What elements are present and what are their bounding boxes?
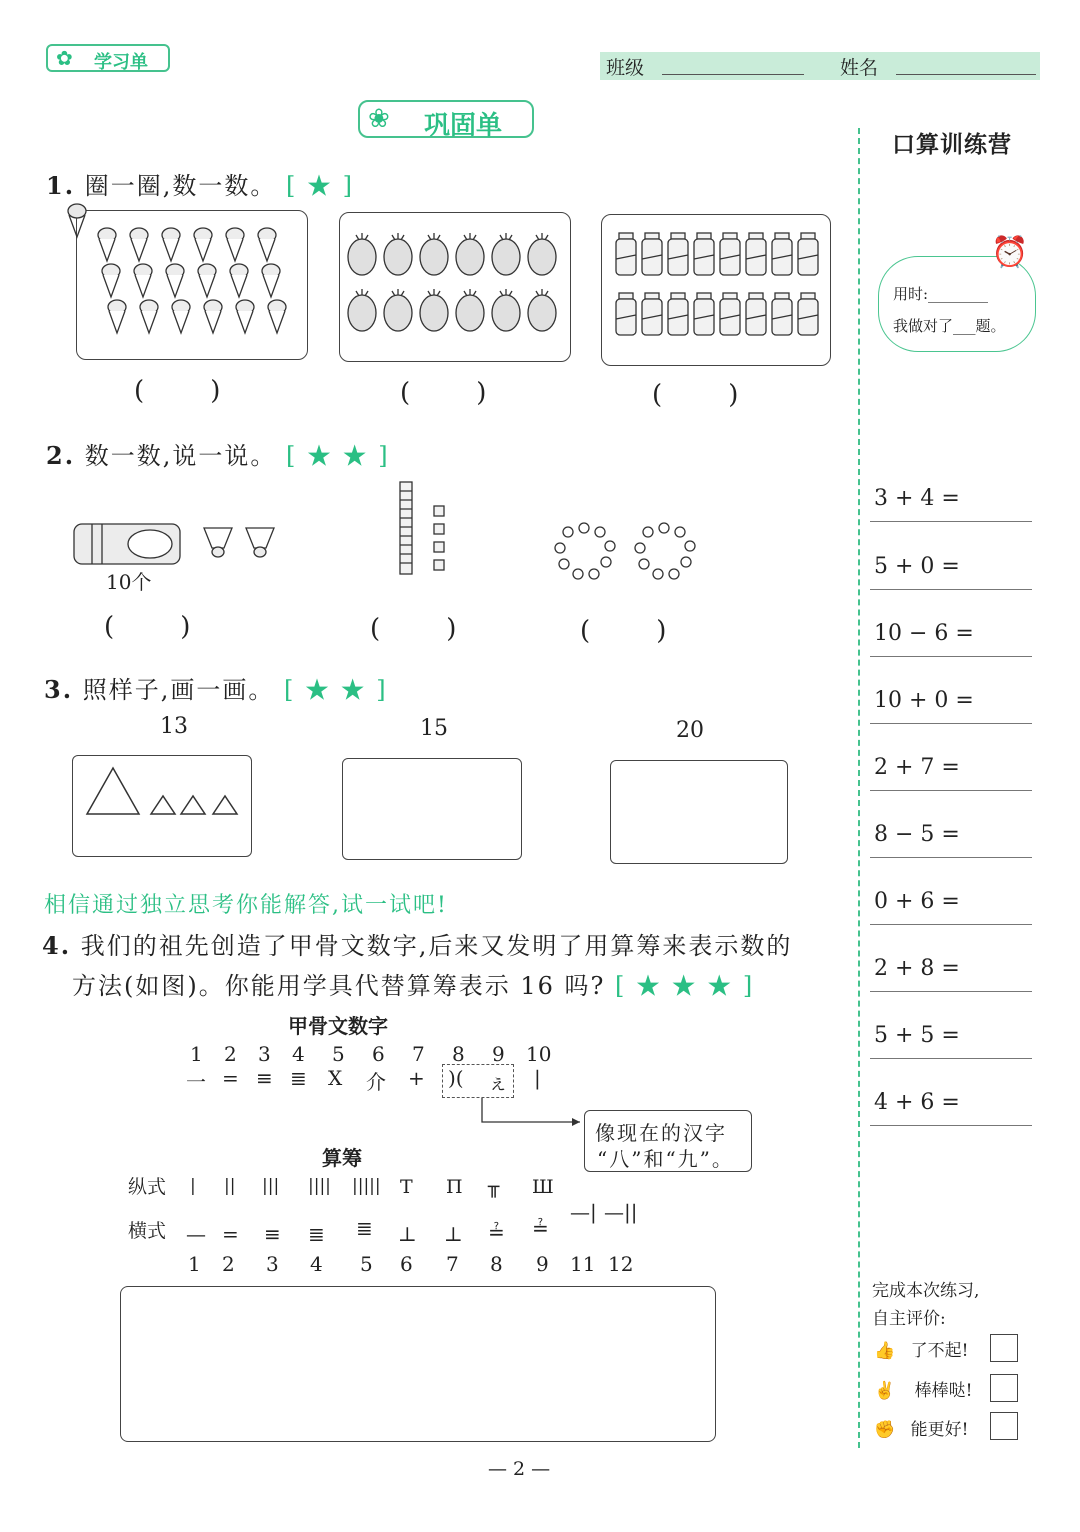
self-eval-line1: 完成本次练习, [872, 1281, 980, 1301]
q3-example-box [72, 755, 252, 857]
eval-great-checkbox[interactable] [990, 1334, 1018, 1362]
header-name-bar [600, 52, 1040, 80]
fox-icon: ❀ [368, 104, 390, 134]
oracle-title: 甲骨文数字 [288, 1014, 388, 1038]
shuttlecock-group [72, 520, 282, 570]
page-number: — 2 — [488, 1458, 551, 1480]
ten-count-label: 10个 [106, 570, 152, 594]
q4-answer-box[interactable] [120, 1286, 716, 1442]
calc-problem[interactable]: 10 − 6 = [870, 617, 1032, 657]
encourage-text: 相信通过独立思考你能解答,试一试吧! [44, 893, 448, 918]
calc-problem[interactable]: 0 + 6 = [870, 885, 1032, 925]
callout-box [584, 1110, 752, 1172]
pineapple-box [339, 212, 571, 362]
q2-title: 2. 数一数,说一说。 [ ★ ★ ] [46, 441, 390, 470]
fist-icon: ✊ [874, 1420, 896, 1440]
class-field[interactable] [662, 74, 804, 75]
clock-icon: ⏰ [991, 235, 1029, 270]
calc-problem[interactable]: 3 + 4 = [870, 482, 1032, 522]
section-title-badge [358, 100, 534, 141]
lion-icon: ✿ [56, 46, 73, 70]
logo-text: 学习单 [94, 52, 148, 73]
timer-bubble [878, 235, 1036, 352]
calc-problem[interactable]: 2 + 7 = [870, 751, 1032, 791]
victory-hand-icon: ✌ [874, 1381, 896, 1401]
class-label: 班级 [606, 57, 645, 79]
correct-count-label: 我做对了___题。 [893, 317, 1006, 335]
calc-problem[interactable]: 2 + 8 = [870, 952, 1032, 992]
q2-answer-1[interactable]: ( ) [104, 612, 191, 642]
pineapple-icons [340, 213, 572, 363]
worksheet-logo [46, 44, 170, 72]
q3-draw-box-20[interactable] [610, 760, 788, 864]
q1-title: 1. 圈一圈,数一数。 [ ★ ] [46, 171, 354, 200]
q1-answer-2[interactable]: ( ) [400, 378, 487, 408]
thumbs-up-icon: 👍 [874, 1341, 896, 1361]
rods-title: 算筹 [322, 1146, 362, 1170]
milk-bottle-box [601, 214, 831, 366]
q4-line1: 4. 我们的祖先创造了甲骨文数字,后来又发明了用算筹来表示数的 [42, 931, 793, 960]
eval-great: 👍 了不起! [874, 1341, 969, 1361]
q1-answer-3[interactable]: ( ) [652, 380, 739, 410]
q3-draw-box-15[interactable] [342, 758, 522, 860]
calc-problem[interactable]: 4 + 6 = [870, 1086, 1032, 1126]
calc-problem[interactable]: 10 + 0 = [870, 684, 1032, 724]
self-eval-line2: 自主评价: [872, 1309, 946, 1329]
eval-good-checkbox[interactable] [990, 1374, 1018, 1402]
vertical-label: 纵式 [128, 1176, 167, 1198]
eval-better-checkbox[interactable] [990, 1412, 1018, 1440]
bead-rings [552, 516, 702, 586]
section-title: 巩固单 [424, 111, 503, 141]
sidebar-title: 口算训练营 [892, 132, 1012, 158]
q2-answer-3[interactable]: ( ) [580, 616, 667, 646]
callout-line2: “八”和“九”。 [597, 1147, 734, 1171]
callout-line1: 像现在的汉字 [595, 1121, 727, 1145]
icecream-icons [77, 211, 309, 361]
cube-stick-group [398, 480, 452, 576]
q4-line2: 方法(如图)。你能用学具代替算筹表示 16 吗? [ ★ ★ ★ ] [72, 972, 755, 1000]
calc-problem[interactable]: 5 + 5 = [870, 1019, 1032, 1059]
oracle-highlight-box [442, 1064, 514, 1098]
eval-good: ✌ 棒棒哒! [874, 1381, 973, 1401]
milk-bottle-icons [602, 215, 832, 367]
triangle-shapes [73, 756, 253, 858]
calc-problem[interactable]: 8 − 5 = [870, 818, 1032, 858]
calc-problem[interactable]: 5 + 0 = [870, 550, 1032, 590]
sidebar-divider [858, 128, 860, 1448]
q3-label-13: 13 [160, 714, 188, 739]
name-label: 姓名 [840, 57, 879, 79]
q3-title: 3. 照样子,画一画。 [ ★ ★ ] [44, 675, 388, 704]
icecream-box [76, 210, 308, 360]
horizontal-label: 横式 [128, 1220, 167, 1242]
q2-answer-2[interactable]: ( ) [370, 614, 457, 644]
q1-answer-1[interactable]: ( ) [134, 376, 221, 406]
eval-better: ✊ 能更好! [874, 1420, 969, 1440]
time-label: 用时:________ [893, 285, 989, 303]
q3-label-15: 15 [420, 716, 448, 741]
q3-label-20: 20 [676, 718, 704, 743]
callout-arrow [480, 1098, 590, 1128]
name-field[interactable] [896, 74, 1036, 75]
